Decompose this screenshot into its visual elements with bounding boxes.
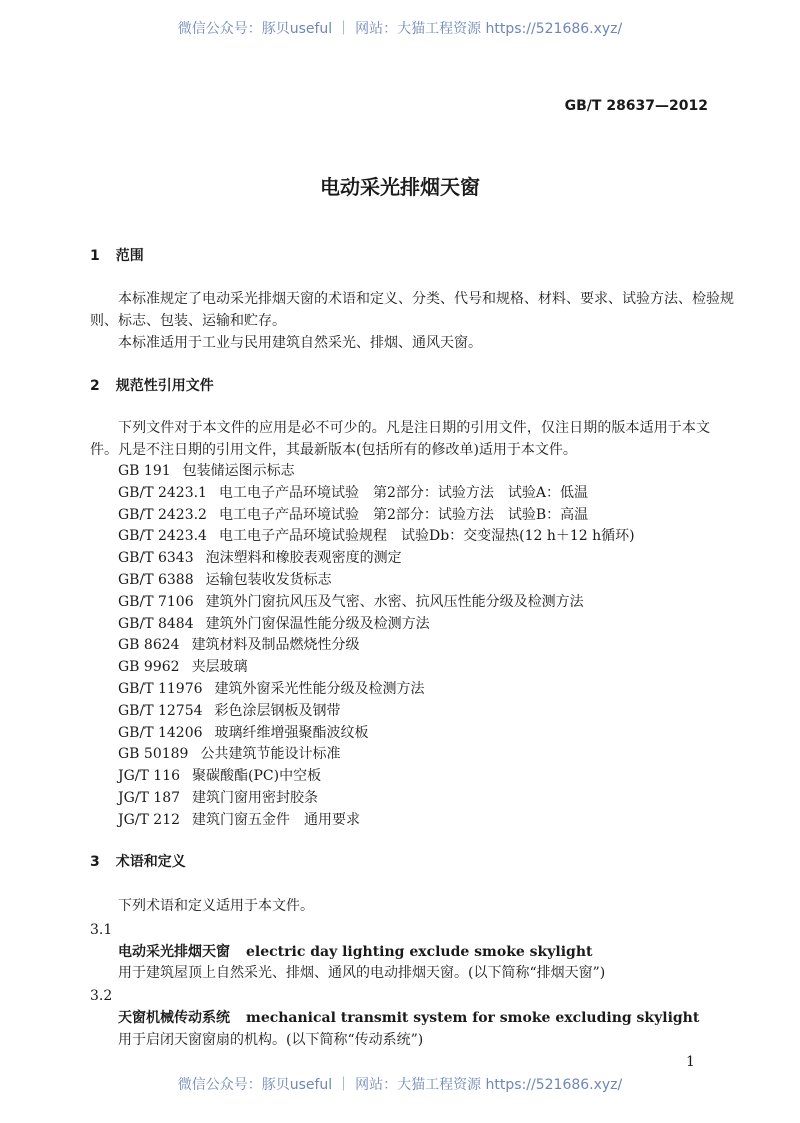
reference-title: 建筑门窗用密封胶条 xyxy=(192,790,319,806)
paragraph-line: 下列术语和定义适用于本文件。 xyxy=(118,898,314,914)
reference-code: GB/T 6388 xyxy=(118,572,194,588)
reference-title: 建筑材料及制品燃烧性分级 xyxy=(191,637,360,654)
page-number: 1 xyxy=(686,1054,695,1070)
reference-code: GB 191 xyxy=(118,463,171,479)
reference-title: 运输包装收发货标志 xyxy=(205,572,332,588)
paragraph-line: 下列文件对于本文件的应用是必不可少的。凡是注日期的引用文件，仅注日期的版本适用于本文 xyxy=(118,420,710,436)
reference-title: 电工电子产品环境试验规程 试验Db：交变湿热(12 h＋12 h循环) xyxy=(218,528,635,545)
reference-item xyxy=(118,702,341,720)
section-heading-2 xyxy=(90,377,214,395)
section-heading-3 xyxy=(90,853,186,871)
reference-code: GB/T 8484 xyxy=(118,615,194,632)
section-title: 术语和定义 xyxy=(115,854,186,870)
reference-title: 建筑外窗采光性能分级及检测方法 xyxy=(214,681,425,697)
reference-item xyxy=(118,615,430,633)
reference-item xyxy=(118,593,584,611)
reference-code: GB/T 7106 xyxy=(118,593,194,610)
reference-code: JG/T 212 xyxy=(118,811,181,828)
term-english: electric day lighting exclude smoke skylight xyxy=(246,944,593,960)
reference-item xyxy=(118,745,340,763)
reference-item xyxy=(118,549,402,567)
reference-item xyxy=(118,680,425,698)
reference-title: 建筑外门窗保温性能分级及检测方法 xyxy=(205,615,430,632)
reference-title: 泡沫塑料和橡胶表观密度的测定 xyxy=(205,550,402,567)
reference-code: GB/T 12754 xyxy=(118,702,203,719)
paragraph-line: 件。凡是不注日期的引用文件，其最新版本(包括所有的修改单)适用于本文件。 xyxy=(90,442,577,458)
paragraph-line: 则、标志、包装、运输和贮存。 xyxy=(90,313,286,329)
reference-title: 建筑外门窗抗风压及气密、水密、抗风压性能分级及检测方法 xyxy=(205,593,584,610)
reference-item xyxy=(118,506,588,524)
reference-title: 夹层玻璃 xyxy=(191,659,248,676)
reference-title: 电工电子产品环境试验 第2部分：试验方法 试验B：高温 xyxy=(218,506,589,523)
reference-item xyxy=(118,462,295,480)
reference-code: GB 8624 xyxy=(118,637,180,654)
section-number: 3 xyxy=(90,854,100,870)
reference-title: 彩色涂层钢板及钢带 xyxy=(214,702,341,719)
paragraph-line: 本标准适用于工业与民用建筑自然采光、排烟、通风天窗。 xyxy=(118,335,482,351)
reference-code: JG/T 187 xyxy=(118,790,181,806)
reference-item xyxy=(118,767,321,785)
reference-code: GB 50189 xyxy=(118,746,189,763)
section-number: 2 xyxy=(90,378,100,394)
section-title: 规范性引用文件 xyxy=(115,378,214,394)
watermark-header: 微信公众号：豚贝useful ｜ 网站：大猫工程资源 https://521686.xyz/ xyxy=(177,21,623,37)
reference-code: GB 9962 xyxy=(118,659,180,676)
term-number: 3.1 xyxy=(90,922,113,938)
page-title: 电动采光排烟天窗 xyxy=(320,175,480,199)
reference-code: GB/T 2423.4 xyxy=(118,528,207,545)
reference-code: GB/T 2423.2 xyxy=(118,506,207,523)
reference-title: 建筑门窗五金件 通用要求 xyxy=(192,811,361,828)
reference-code: GB/T 14206 xyxy=(118,724,203,741)
reference-item xyxy=(118,811,360,829)
reference-title: 聚碳酸酯(PC)中空板 xyxy=(192,768,322,785)
reference-title: 玻璃纤维增强聚酯波纹板 xyxy=(214,724,369,741)
reference-item xyxy=(118,658,248,676)
document-code: GB/T 28637—2012 xyxy=(564,98,708,114)
reference-code: GB/T 6343 xyxy=(118,550,194,567)
paragraph-line: 本标准规定了电动采光排烟天窗的术语和定义、分类、代号和规格、材料、要求、试验方法、检验规 xyxy=(118,291,734,307)
section-heading-1 xyxy=(90,247,144,265)
reference-item xyxy=(118,527,635,545)
term-entry xyxy=(118,1009,699,1027)
reference-item xyxy=(118,724,369,742)
term-chinese: 电动采光排烟天窗 xyxy=(118,944,230,960)
reference-title: 公共建筑节能设计标准 xyxy=(200,746,341,763)
term-definition: 用于建筑屋顶上自然采光、排烟、通风的电动排烟天窗。(以下简称“排烟天窗”) xyxy=(118,965,606,981)
watermark-footer: 微信公众号：豚贝useful ｜ 网站：大猫工程资源 https://521686.xyz/ xyxy=(177,1077,623,1093)
reference-item xyxy=(118,789,318,807)
reference-item xyxy=(118,571,332,589)
term-number: 3.2 xyxy=(90,988,113,1004)
reference-code: JG/T 116 xyxy=(118,768,181,785)
term-entry xyxy=(118,943,592,961)
reference-code: GB/T 11976 xyxy=(118,681,203,697)
reference-item xyxy=(118,636,360,654)
reference-item xyxy=(118,484,588,502)
reference-code: GB/T 2423.1 xyxy=(118,484,207,501)
section-number: 1 xyxy=(90,248,100,264)
reference-title: 包装储运图示标志 xyxy=(182,463,295,479)
term-chinese: 天窗机械传动系统 xyxy=(118,1010,230,1026)
section-title: 范围 xyxy=(115,248,144,264)
term-definition: 用于启闭天窗窗扇的机构。(以下简称“传动系统”) xyxy=(118,1032,424,1048)
term-english: mechanical transmit system for smoke excluding skylight xyxy=(246,1010,700,1026)
reference-title: 电工电子产品环境试验 第2部分：试验方法 试验A：低温 xyxy=(218,484,588,501)
